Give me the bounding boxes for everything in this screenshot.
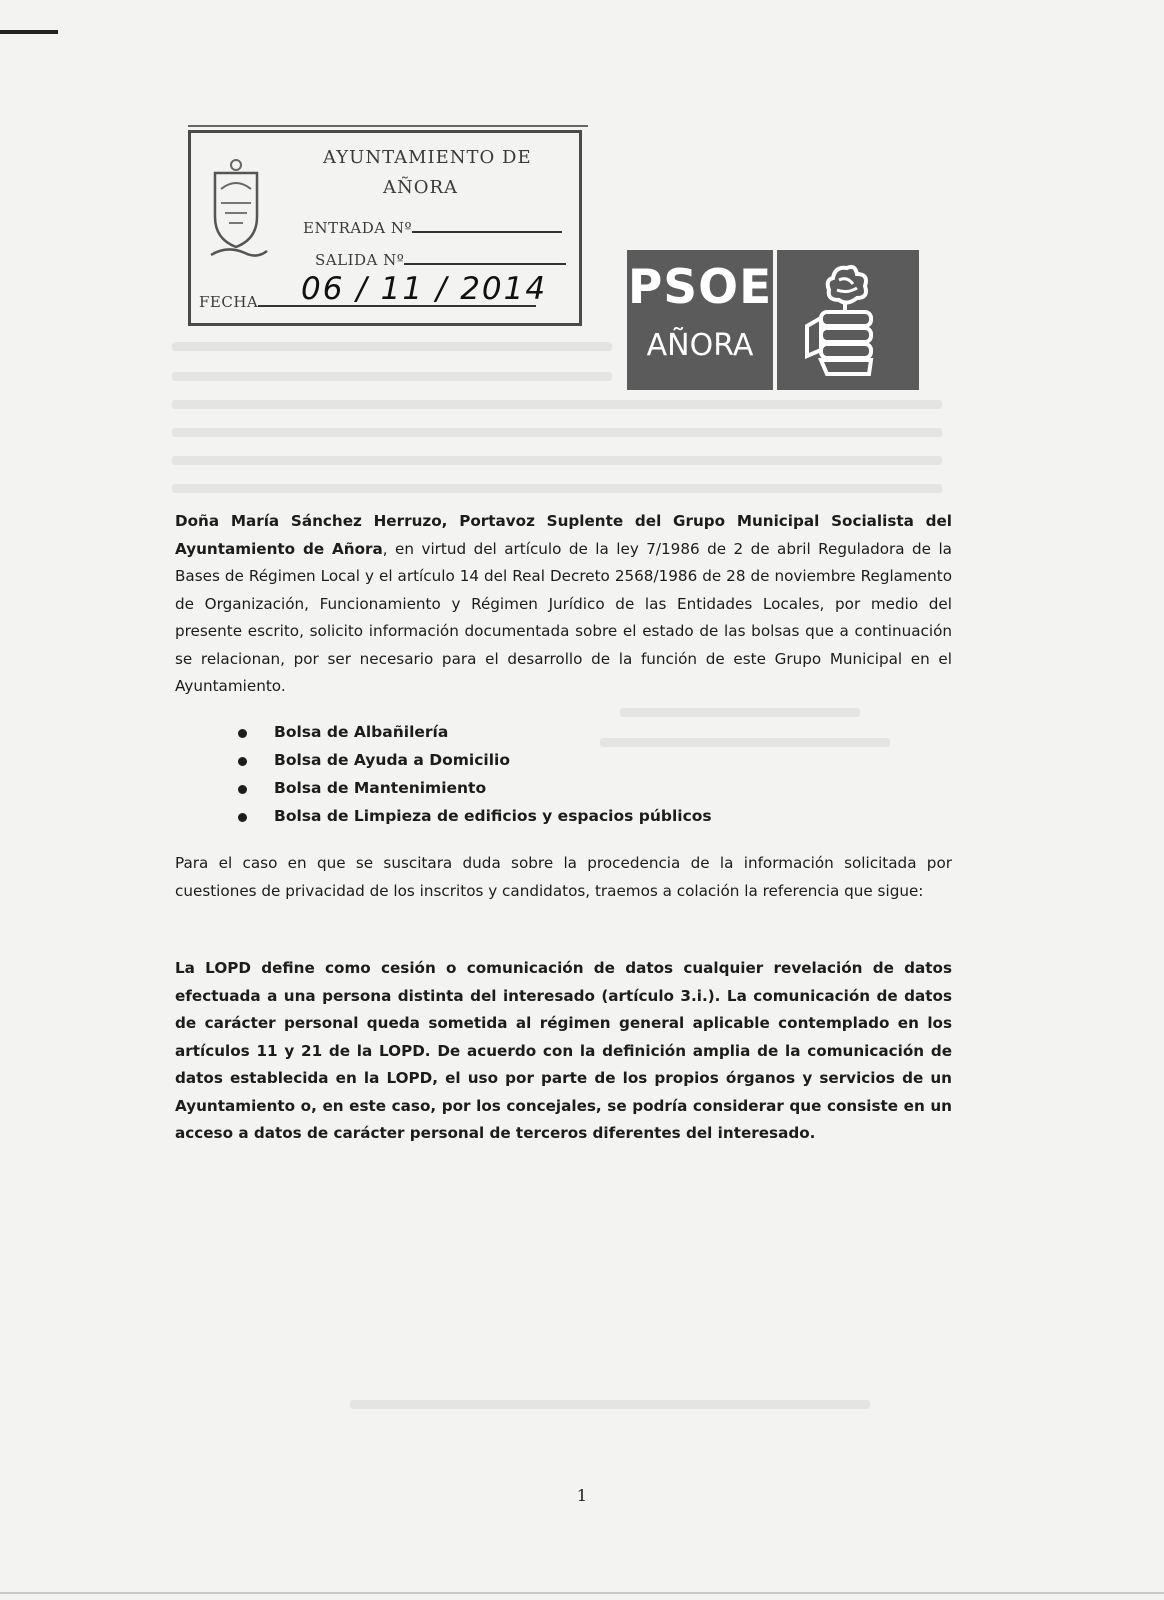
list-item — [236, 746, 836, 774]
bleed-through-mark — [172, 372, 612, 381]
stamp-handwritten-date: 06 / 11 / 2014 — [301, 271, 548, 307]
bleed-through-mark — [172, 428, 942, 437]
bleed-through-mark — [172, 400, 942, 409]
stamp-line-2: AÑORA — [383, 177, 459, 198]
list-item — [236, 802, 836, 830]
logo-party-name: PSOE — [627, 260, 773, 315]
stamp-salida-label: SALIDA Nº — [315, 251, 405, 269]
bullet-icon — [238, 785, 247, 794]
logo-emblem-block — [777, 250, 919, 390]
request-text: , en virtud del artículo de la ley 7/1986 de 2 de abril Reguladora de la Bases de Régimen Local y el artículo 14 del Real Decreto 2568/1986 de 28 de noviembre Reglamento de Organización, Funcionamiento y Régimen Jurídico de las Entidades Locales, por medio del presente escrito, solicito información documentada sobre el estado de las bolsas que a continuación se relacionan, por ser necesario para el desarrollo de la función de este Grupo Municipal en el Ayuntamiento. — [175, 539, 952, 695]
request-paragraph — [175, 508, 952, 701]
rose-fist-icon — [777, 250, 919, 390]
requester-name: Doña María Sánchez Herruzo, Portavoz Suplente del Grupo Municipal Socialista del Ayuntamiento de Añora — [175, 512, 952, 558]
scan-edge-mark — [0, 30, 58, 34]
bullet-icon — [238, 757, 247, 766]
bleed-through-mark — [172, 456, 942, 465]
bleed-through-mark — [172, 484, 942, 493]
list-item-label: Bolsa de Mantenimiento — [274, 779, 487, 797]
stamp-entrada-label: ENTRADA Nº — [303, 219, 413, 237]
registry-stamp — [188, 130, 582, 326]
stamp-salida-fill — [404, 263, 566, 265]
scan-bottom-edge — [0, 1592, 1164, 1594]
page-number: 1 — [576, 1486, 588, 1505]
logo-town-name: AÑORA — [646, 328, 754, 363]
bleed-through-mark — [620, 708, 860, 717]
bolsas-list — [236, 718, 836, 830]
stamp-top-rule — [188, 125, 588, 127]
psoe-logo — [627, 250, 919, 390]
bullet-icon — [238, 813, 247, 822]
logo-text-block — [627, 250, 773, 390]
list-item — [236, 718, 836, 746]
bullet-icon — [238, 729, 247, 738]
stamp-salida-row — [315, 251, 566, 269]
list-item-label: Bolsa de Albañilería — [274, 723, 449, 741]
list-item-label: Bolsa de Ayuda a Domicilio — [274, 751, 511, 769]
list-item-label: Bolsa de Limpieza de edificios y espacios públicos — [274, 807, 712, 825]
stamp-entrada-fill — [412, 231, 562, 233]
lopd-quote-paragraph: La LOPD define como cesión o comunicación de datos cualquier revelación de datos efectuada a una persona distinta del interesado (artículo 3.i.). La comunicación de datos de carácter personal queda sometida al régimen general aplicable contemplado en los artículos 11 y 21 de la LOPD. De acuerdo con la definición amplia de la comunicación de datos establecida en la LOPD, el uso por parte de los propios órganos y servicios de un Ayuntamiento o, en este caso, por los concejales, se podría considerar que consiste en un acceso a datos de carácter personal de terceros diferentes del interesado. — [175, 959, 952, 1142]
privacy-paragraph: Para el caso en que se suscitara duda sobre la procedencia de la información solicitada por cuestiones de privacidad de los inscritos y candidatos, traemos a colación la referencia que sigue: — [175, 854, 952, 900]
stamp-fecha-label: FECHA — [199, 293, 259, 311]
bleed-through-mark — [172, 342, 612, 351]
stamp-line-1: AYUNTAMIENTO DE — [323, 147, 532, 168]
list-item — [236, 774, 836, 802]
bleed-through-mark — [350, 1400, 870, 1409]
coat-of-arms-icon — [201, 155, 271, 265]
stamp-entrada-row — [303, 219, 562, 237]
